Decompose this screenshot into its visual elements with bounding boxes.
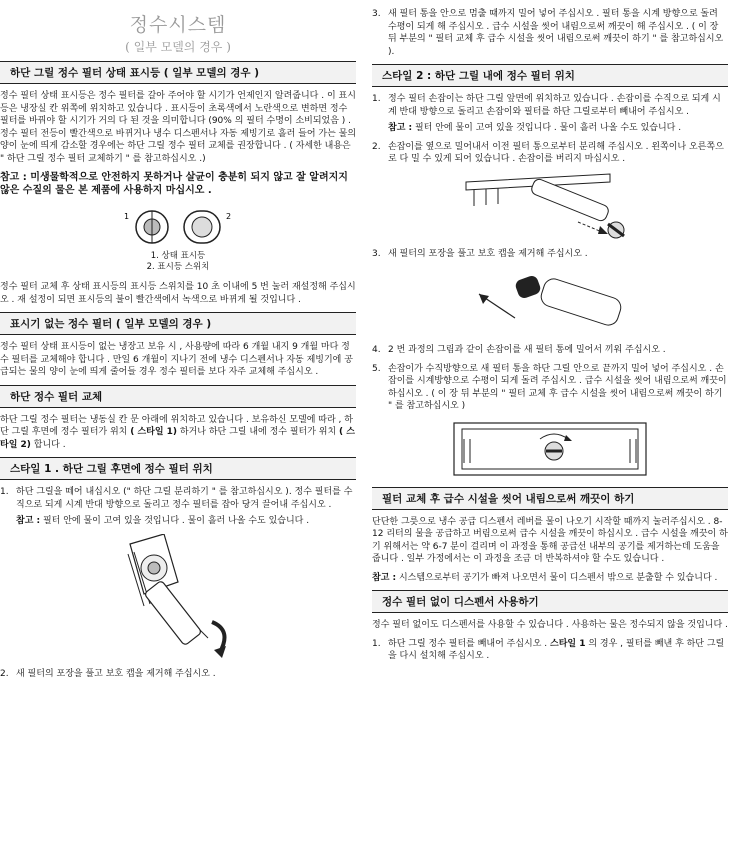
step-text: 새 필터의 포장을 풀고 보호 캡을 제거해 주십시오 . bbox=[388, 248, 588, 259]
step-text: 손잡이가 수직방향으로 새 필터 통을 하단 그릴 안으로 끝까지 밀어 넣어 주십시오 . 손잡이를 시계방향으로 수평이 되게 돌려 주십시오 . 급수 시설을 씻어 내림으로써 깨끗이 하십시오 . ( 이 장 뒤 부분의 " 필터 교체 후 급수 시설을 씻어 내림으로써 깨끗이 하기 " 를 참고하십시오 ) bbox=[388, 363, 727, 411]
style1-ref: ( 스타일 1) bbox=[130, 427, 178, 437]
style2-steps-c bbox=[372, 344, 728, 413]
step-number: 5. bbox=[372, 363, 381, 374]
style1-steps-right bbox=[372, 8, 728, 58]
step-text: 정수 필터 손잡이는 하단 그릴 앞면에 위치하고 있습니다 . 손잡이를 수직으로 되게 시계 반대 방향으로 돌리고 손잡이와 필터를 하단 그릴로부터 빼내어 주십시오 . bbox=[388, 94, 721, 117]
page-subtitle: ( 일부 모델의 경우 ) bbox=[125, 40, 231, 54]
style1-steps-continued bbox=[0, 668, 356, 681]
style1-ref: 스타일 1 bbox=[550, 638, 586, 649]
caption-light-switch: 2. 표시등 스위치 bbox=[146, 262, 210, 272]
step-number: 3. bbox=[372, 248, 381, 259]
status-light-paragraph: 정수 필터 상태 표시등은 정수 필터를 갈아 주어야 할 시기가 언제인지 알려줍니다 . 이 표시등은 냉장실 칸 위쪽에 위치하고 있습니다 . 표시등이 초록색에서 노란색으로 변하면 정수 필터를 바꿔야 할 시기가 거의 다 된 것을 의미합니다 (90% 의 필터 수명이 소비되었음 ) . 정수 필터 전등이 빨간색으로 바뀌거나 냉수 디스펜서나 자동 제빙기로 흘러 들어 가는 물의 양이 눈에 띄게 감소할 경우에는 하단 그릴 정수 필터 교체를 권장합니다 . ( 자세한 내용은 " 하단 그릴 정수 필터 교체하기 " 를 참고하십시오 .) bbox=[0, 91, 357, 164]
flush-paragraph: 단단한 그릇으로 냉수 공급 디스펜서 레버를 물이 나오기 시작할 때까지 눌러주십시오 . 8-12 리터의 물을 공급하고 버림으로써 급수 시설을 깨끗이 하십시오 . 급수 시설을 깨끗이 하기 위해서는 약 6-7 분이 걸리며 이 과정을 통해 공급선 내부의 공기를 제거하는데 도움을 줍니다 . 일부 가정에서는 이 과정을 조금 더 반복하셔야 할 수도 있습니다 . bbox=[372, 516, 728, 564]
left-column bbox=[0, 0, 356, 686]
svg-text:1: 1 bbox=[124, 212, 130, 221]
section-heading-style2: 스타일 2 : 하단 그릴 내에 정수 필터 위치 bbox=[372, 64, 728, 87]
water-quality-warning: 참고 : 미생물학적으로 안전하지 못하거나 살균이 충분히 되지 않고 잘 알려지지 않은 수질의 물은 본 제품에 사용하지 마십시오 . bbox=[0, 172, 348, 196]
step-text: 2 번 과정의 그림과 같이 손잡이를 새 필터 통에 밀어서 끼워 주십시오 . bbox=[388, 345, 666, 355]
grille-filter-illustration bbox=[108, 534, 248, 662]
section-heading-replace: 하단 정수 필터 교체 bbox=[0, 385, 356, 408]
caption-status-light: 1. 상태 표시등 bbox=[150, 251, 206, 261]
step-number: 2. bbox=[0, 668, 9, 679]
no-indicator-paragraph: 정수 필터 상태 표시등이 없는 냉장고 보유 시 , 사용량에 따라 6 개월 내지 9 개월 마다 정수 필터를 교체해야 합니다 . 만일 6 개월이 지나기 전에 냉수 디스펜서나 자동 제빙기에 공급되는 물의 양이 눈에 띄게 줄어들 경우 정수 필터를 보다 자주 교체해 주십시오 . bbox=[0, 342, 353, 377]
step-text-b: 의 경우 , 필터를 빼낸 후 하단 그릴을 다시 설치해 주십시오 . bbox=[388, 638, 725, 661]
step-text: 새 필터 통을 안으로 멈출 때까지 밀어 넣어 주십시오 . 필터 통을 시계 방향으로 돌려 수평이 되게 해 주십시오 . 급수 시설을 씻어 내림으로써 깨끗이 해 주십시오 . ( 이 장 뒤 부분의 " 필터 교체 후 급수 시설을 씻어 내림으로써 깨끗이 하기 " 를 참고하십시오 ). bbox=[388, 9, 724, 57]
note-text: 필터 안에 물이 고여 있을 것입니다 . 물이 흘러 나올 수도 있습니다 . bbox=[412, 123, 682, 133]
list-item bbox=[372, 248, 728, 261]
step-note bbox=[388, 122, 728, 135]
section-heading-flush: 필터 교체 후 급수 시설을 씻어 내림으로써 깨끗이 하기 bbox=[372, 487, 728, 510]
step-text-a: 하단 그릴 정수 필터를 빼내어 주십시오 . bbox=[388, 638, 550, 649]
note-label: 참고 : bbox=[388, 123, 413, 133]
cap-removal-figure bbox=[372, 266, 728, 338]
step-number: 1. bbox=[372, 638, 381, 649]
grille-insert-illustration bbox=[450, 419, 650, 479]
step-text: 하단 그릴을 떼어 내십시오 (" 하단 그릴 분리하기 " 를 참고하십시오 ). 정수 필터를 수직으로 되게 시계 반대 방향으로 돌리고 정수 필터를 잡아 당겨 끌어내 주십시오 . bbox=[16, 487, 353, 510]
step-number: 4. bbox=[372, 345, 381, 355]
status-light-illustration bbox=[118, 205, 238, 249]
replace-text-c: 합니다 . bbox=[30, 439, 66, 450]
section-heading-status-light: 하단 그릴 정수 필터 상태 표시등 ( 일부 모델의 경우 ) bbox=[0, 61, 356, 84]
flush-note bbox=[372, 572, 728, 585]
svg-text:2: 2 bbox=[226, 212, 232, 221]
list-item bbox=[372, 638, 728, 663]
note-text: 시스템으로부터 공기가 빠져 나오면서 물이 디스펜서 밖으로 분출할 수 있습니다 . bbox=[396, 572, 718, 583]
no-filter-paragraph: 정수 필터 없이도 디스펜서를 사용할 수 있습니다 . 사용하는 물은 정수되지 않을 것입니다 . bbox=[372, 620, 728, 630]
step-number: 1. bbox=[0, 487, 9, 497]
note-text: 필터 안에 물이 고여 있을 것입니다 . 물이 흘러 나올 수도 있습니다 . bbox=[40, 516, 310, 526]
handle-removal-illustration bbox=[460, 172, 640, 244]
note-label: 참고 : bbox=[16, 516, 41, 526]
list-item bbox=[0, 668, 356, 681]
note-label: 참고 : bbox=[372, 572, 397, 583]
style1-steps bbox=[0, 486, 356, 528]
reset-paragraph: 정수 필터 교체 후 상태 표시등의 표시등 스위치를 10 초 이내에 5 번 눌러 재설정해 주십시오 . 재 설정이 되면 표시등의 불이 빨간색에서 녹색으로 바뀌게 될 것입니다 . bbox=[0, 282, 356, 305]
list-item bbox=[372, 141, 728, 166]
list-item bbox=[372, 8, 728, 58]
style2-steps-b bbox=[372, 248, 728, 261]
page-title: 정수시스템 bbox=[129, 14, 227, 36]
step-text: 새 필터의 포장을 풀고 보호 캡을 제거해 주십시오 . bbox=[16, 668, 216, 679]
no-filter-steps bbox=[372, 638, 728, 663]
section-heading-no-filter: 정수 필터 없이 디스펜서 사용하기 bbox=[372, 590, 728, 613]
section-heading-no-indicator: 표시기 없는 정수 필터 ( 일부 모델의 경우 ) bbox=[0, 312, 356, 335]
style2-ref: ( 스타일 2) bbox=[0, 427, 355, 450]
replace-paragraph bbox=[0, 414, 356, 452]
right-column bbox=[372, 0, 728, 669]
list-item bbox=[372, 93, 728, 135]
handle-removal-figure bbox=[372, 172, 728, 244]
style2-steps bbox=[372, 93, 728, 166]
status-light-figure bbox=[0, 205, 356, 249]
figure-caption bbox=[0, 251, 356, 273]
grille-insert-figure bbox=[372, 419, 728, 479]
step-text: 손잡이를 옆으로 밀어내서 이전 필터 통으로부터 분리해 주십시오 . 왼쪽이나 오른쪽으로 다 밀 수 있게 되어 있습니다 . 손잡이를 버리지 마십시오 . bbox=[388, 141, 724, 164]
style1-figure bbox=[0, 534, 356, 662]
replace-text-b: 하거나 하단 그릴 내에 정수 필터가 위치 bbox=[177, 427, 340, 437]
step-number: 2. bbox=[372, 141, 381, 152]
step-note bbox=[16, 515, 356, 528]
step-number: 1. bbox=[372, 94, 381, 104]
section-heading-style1: 스타일 1 . 하단 그릴 후면에 정수 필터 위치 bbox=[0, 457, 356, 480]
step-number: 3. bbox=[372, 9, 381, 19]
list-item bbox=[372, 363, 728, 413]
replace-text-a: 하단 그릴 정수 필터는 냉동실 칸 문 아래에 위치하고 있습니다 . 보유하신 모델에 따라 , 하단 그릴 후면에 정수 필터가 위치 bbox=[0, 414, 353, 437]
list-item bbox=[372, 344, 728, 357]
cap-removal-illustration bbox=[475, 266, 625, 338]
list-item bbox=[0, 486, 356, 528]
